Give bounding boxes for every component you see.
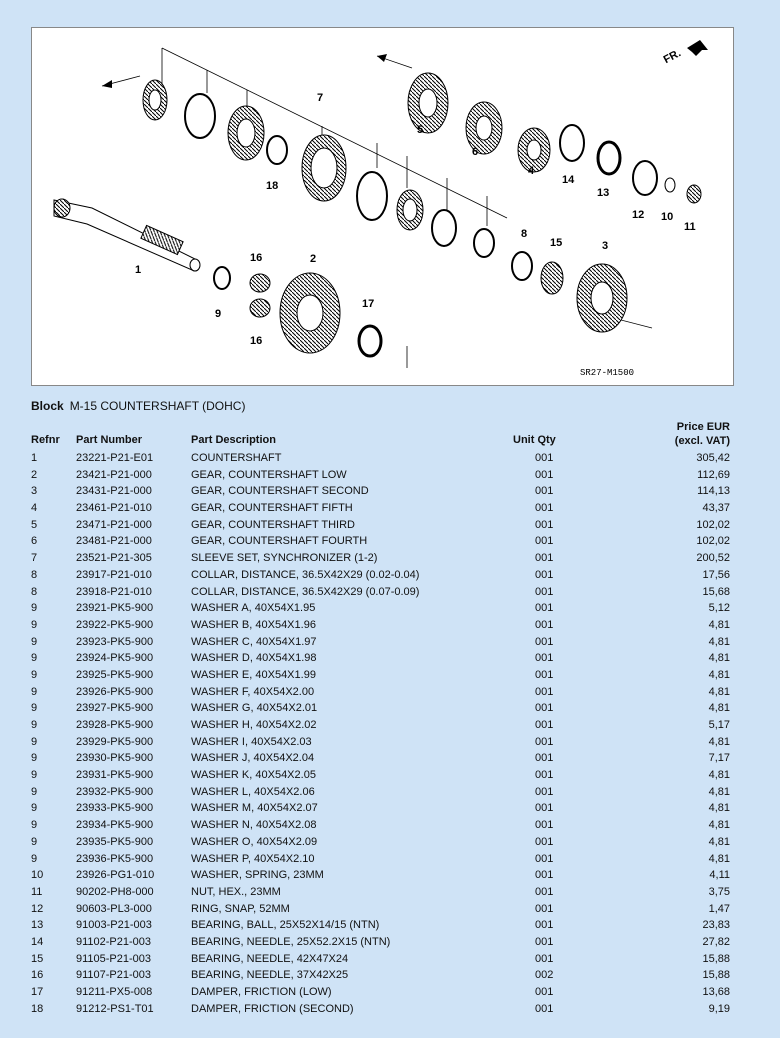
description-cell: COLLAR, DISTANCE, 36.5X42X29 (0.02-0.04) <box>191 568 420 581</box>
refnr-cell: 12 <box>31 902 44 915</box>
col-header-unit-qty: Unit Qty <box>513 434 556 446</box>
description-cell: BEARING, NEEDLE, 42X47X24 <box>191 952 349 965</box>
unit-qty-cell: 001 <box>535 585 554 598</box>
table-row <box>0 801 780 818</box>
unit-qty-cell: 001 <box>535 919 554 932</box>
callout-14: 14 <box>562 174 575 186</box>
part-number-cell: 23921-PK5-900 <box>76 602 154 615</box>
refnr-cell: 8 <box>31 585 38 598</box>
description-cell: WASHER M, 40X54X2.07 <box>191 802 318 815</box>
unit-qty-cell: 001 <box>535 502 554 515</box>
part-number-cell: 23936-PK5-900 <box>76 852 154 865</box>
svg-text:FR.: FR. <box>661 47 683 67</box>
part-number-cell: 23934-PK5-900 <box>76 819 154 832</box>
front-direction-arrow <box>662 40 708 66</box>
price-cell: 305,42 <box>696 452 730 464</box>
unit-qty-cell: 001 <box>535 785 554 798</box>
callout-17: 17 <box>362 298 375 310</box>
table-row <box>0 985 780 1002</box>
refnr-cell: 13 <box>31 919 44 932</box>
unit-qty-cell: 001 <box>535 618 554 631</box>
refnr-cell: 10 <box>31 869 44 882</box>
table-row <box>0 935 780 952</box>
price-cell: 15,88 <box>702 969 730 982</box>
unit-qty-cell: 001 <box>535 952 554 965</box>
callout-13: 13 <box>597 187 610 199</box>
refnr-cell: 3 <box>31 485 38 498</box>
callout-8: 8 <box>521 228 528 240</box>
table-row <box>0 902 780 919</box>
price-cell: 7,17 <box>708 752 730 765</box>
refnr-cell: 9 <box>31 702 38 715</box>
refnr-cell: 2 <box>31 468 38 481</box>
description-cell: SLEEVE SET, SYNCHRONIZER (1-2) <box>191 552 378 565</box>
table-row <box>0 852 780 869</box>
price-cell: 17,56 <box>702 568 730 581</box>
table-row <box>0 785 780 802</box>
unit-qty-cell: 001 <box>535 685 554 698</box>
price-cell: 15,88 <box>702 952 730 965</box>
callout-6: 6 <box>472 146 479 158</box>
col-header-part-number: Part Number <box>76 434 143 446</box>
unit-qty-cell: 001 <box>535 652 554 665</box>
refnr-cell: 9 <box>31 635 38 648</box>
refnr-cell: 9 <box>31 685 38 698</box>
description-cell: GEAR, COUNTERSHAFT THIRD <box>191 518 355 531</box>
description-cell: WASHER H, 40X54X2.02 <box>191 719 317 731</box>
price-cell: 4,81 <box>708 635 730 648</box>
unit-qty-cell: 001 <box>535 735 554 748</box>
table-row <box>0 635 780 652</box>
price-cell: 4,81 <box>708 702 730 715</box>
price-cell: 15,68 <box>702 585 730 598</box>
table-row <box>0 968 780 985</box>
description-cell: DAMPER, FRICTION (LOW) <box>191 986 332 998</box>
refnr-cell: 5 <box>31 518 38 531</box>
unit-qty-cell: 001 <box>535 518 554 531</box>
block-label: Block <box>31 399 64 413</box>
refnr-cell: 9 <box>31 835 38 848</box>
callout-16a: 16 <box>250 252 263 264</box>
unit-qty-cell: 001 <box>535 819 554 832</box>
table-row <box>0 468 780 485</box>
description-cell: WASHER D, 40X54X1.98 <box>191 652 317 665</box>
price-cell: 27,82 <box>702 935 730 948</box>
refnr-cell: 8 <box>31 568 38 581</box>
refnr-cell: 15 <box>31 952 44 965</box>
callout-3: 3 <box>602 240 609 252</box>
part-number-cell: 23929-PK5-900 <box>76 735 154 748</box>
description-cell: NUT, HEX., 23MM <box>191 885 281 898</box>
callout-16b: 16 <box>250 335 263 347</box>
price-cell: 4,81 <box>708 685 730 698</box>
table-row <box>0 618 780 635</box>
table-row <box>0 534 780 551</box>
price-cell: 4,11 <box>709 869 730 882</box>
price-cell: 102,02 <box>696 535 730 548</box>
price-cell: 4,81 <box>708 668 730 681</box>
description-cell: WASHER, SPRING, 23MM <box>191 869 324 882</box>
callout-10: 10 <box>661 211 674 223</box>
description-cell: WASHER C, 40X54X1.97 <box>191 635 317 648</box>
table-row <box>0 952 780 969</box>
refnr-cell: 9 <box>31 802 38 815</box>
part-number-cell: 91102-P21-003 <box>76 935 152 948</box>
description-cell: BEARING, NEEDLE, 37X42X25 <box>191 969 349 982</box>
description-cell: WASHER I, 40X54X2.03 <box>191 735 312 748</box>
part-number-cell: 91003-P21-003 <box>76 919 152 932</box>
price-cell: 43,37 <box>702 502 730 515</box>
parts-table <box>0 451 780 1018</box>
part-number-cell: 23931-PK5-900 <box>76 769 154 782</box>
price-cell: 4,81 <box>708 785 730 798</box>
price-cell: 23,83 <box>702 919 730 932</box>
unit-qty-cell: 001 <box>535 702 554 715</box>
description-cell: COUNTERSHAFT <box>191 452 282 464</box>
table-row <box>0 751 780 768</box>
unit-qty-cell: 001 <box>535 835 554 848</box>
description-cell: WASHER K, 40X54X2.05 <box>191 769 316 782</box>
price-cell: 4,81 <box>708 618 730 631</box>
gears <box>143 73 701 356</box>
part-number-cell: 23932-PK5-900 <box>76 785 154 798</box>
description-cell: BEARING, BALL, 25X52X14/15 (NTN) <box>191 919 380 932</box>
refnr-cell: 9 <box>31 602 38 615</box>
table-row <box>0 818 780 835</box>
table-row <box>0 701 780 718</box>
table-row <box>0 868 780 885</box>
unit-qty-cell: 001 <box>535 468 554 481</box>
refnr-cell: 4 <box>31 502 38 515</box>
price-cell: 4,81 <box>708 769 730 782</box>
description-cell: GEAR, COUNTERSHAFT FOURTH <box>191 535 368 548</box>
part-number-cell: 91107-P21-003 <box>76 969 152 982</box>
part-number-cell: 23481-P21-000 <box>76 535 152 548</box>
refnr-cell: 17 <box>31 986 44 998</box>
block-name: M-15 COUNTERSHAFT (DOHC) <box>69 399 246 413</box>
unit-qty-cell: 001 <box>535 852 554 865</box>
unit-qty-cell: 001 <box>535 869 554 882</box>
price-cell: 13,68 <box>702 986 730 998</box>
description-cell: RING, SNAP, 52MM <box>191 902 290 915</box>
unit-qty-cell: 001 <box>535 769 554 782</box>
refnr-cell: 9 <box>31 752 38 765</box>
refnr-cell: 9 <box>31 785 38 798</box>
part-number-cell: 23926-PG1-010 <box>76 869 155 882</box>
table-row <box>0 585 780 602</box>
unit-qty-cell: 001 <box>535 602 554 615</box>
price-cell: 114,13 <box>697 485 730 498</box>
table-row <box>0 484 780 501</box>
part-number-cell: 23918-P21-010 <box>76 585 152 598</box>
table-row <box>0 651 780 668</box>
refnr-cell: 16 <box>31 969 44 982</box>
part-number-cell: 23431-P21-000 <box>76 485 152 498</box>
description-cell: WASHER F, 40X54X2.00 <box>191 685 315 698</box>
table-row <box>0 501 780 518</box>
refnr-cell: 9 <box>31 735 38 748</box>
table-row <box>0 668 780 685</box>
part-number-cell: 23221-P21-E01 <box>76 452 154 464</box>
unit-qty-cell: 002 <box>535 969 554 982</box>
callout-12: 12 <box>632 209 645 221</box>
price-cell: 4,81 <box>708 802 730 815</box>
price-cell: 4,81 <box>708 852 730 865</box>
table-row <box>0 518 780 535</box>
price-cell: 200,52 <box>696 552 730 565</box>
table-row <box>0 735 780 752</box>
price-cell: 3,75 <box>708 885 730 898</box>
refnr-cell: 18 <box>31 1002 44 1015</box>
part-number-cell: 90603-PL3-000 <box>76 902 152 915</box>
col-header-description: Part Description <box>191 434 276 446</box>
part-number-cell: 23461-P21-010 <box>76 502 152 515</box>
part-number-cell: 23471-P21-000 <box>76 518 152 531</box>
description-cell: WASHER O, 40X54X2.09 <box>191 835 318 848</box>
refnr-cell: 9 <box>31 719 38 731</box>
callout-7: 7 <box>317 92 324 104</box>
part-number-cell: 23922-PK5-900 <box>76 618 154 631</box>
part-number-cell: 23925-PK5-900 <box>76 668 154 681</box>
table-row <box>0 918 780 935</box>
part-number-cell: 23927-PK5-900 <box>76 702 154 715</box>
description-cell: GEAR, COUNTERSHAFT SECOND <box>191 485 369 498</box>
table-row <box>0 768 780 785</box>
price-cell: 1,47 <box>708 902 730 915</box>
part-number-cell: 23928-PK5-900 <box>76 719 154 731</box>
part-number-cell: 23933-PK5-900 <box>76 802 154 815</box>
callout-9: 9 <box>215 308 222 320</box>
callout-11: 11 <box>684 221 696 233</box>
refnr-cell: 6 <box>31 535 38 548</box>
table-row <box>0 718 780 735</box>
price-cell: 4,81 <box>708 819 730 832</box>
unit-qty-cell: 001 <box>535 552 554 565</box>
unit-qty-cell: 001 <box>535 752 554 765</box>
unit-qty-cell: 001 <box>535 802 554 815</box>
price-cell: 5,12 <box>708 602 730 615</box>
refnr-cell: 9 <box>31 819 38 832</box>
description-cell: WASHER G, 40X54X2.01 <box>191 702 318 715</box>
table-row <box>0 551 780 568</box>
callout-15: 15 <box>550 237 563 249</box>
part-number-cell: 23923-PK5-900 <box>76 635 154 648</box>
refnr-cell: 14 <box>31 935 44 948</box>
table-row <box>0 885 780 902</box>
refnr-cell: 7 <box>31 552 38 565</box>
col-header-price <box>675 420 730 448</box>
exploded-parts-diagram <box>31 27 734 386</box>
unit-qty-cell: 001 <box>535 535 554 548</box>
table-row <box>0 568 780 585</box>
description-cell: GEAR, COUNTERSHAFT FIFTH <box>191 502 353 515</box>
block-title <box>31 399 245 413</box>
price-cell: 102,02 <box>696 518 730 531</box>
description-cell: WASHER N, 40X54X2.08 <box>191 819 317 832</box>
unit-qty-cell: 001 <box>535 902 554 915</box>
price-cell: 4,81 <box>708 835 730 848</box>
col-header-refnr: Refnr <box>31 434 60 446</box>
unit-qty-cell: 001 <box>535 452 554 464</box>
callout-2: 2 <box>310 253 317 265</box>
refnr-cell: 9 <box>31 668 38 681</box>
callout-18: 18 <box>266 180 279 192</box>
diagram-drawing <box>32 28 733 385</box>
description-cell: GEAR, COUNTERSHAFT LOW <box>191 468 347 481</box>
col-header-price-line2: (excl. VAT) <box>674 435 730 447</box>
table-row <box>0 601 780 618</box>
refnr-cell: 9 <box>31 852 38 865</box>
table-row <box>0 835 780 852</box>
callout-5: 5 <box>417 124 424 136</box>
unit-qty-cell: 001 <box>535 986 554 998</box>
description-cell: WASHER L, 40X54X2.06 <box>191 785 315 798</box>
part-number-cell: 23930-PK5-900 <box>76 752 154 765</box>
refnr-cell: 9 <box>31 618 38 631</box>
price-cell: 9,19 <box>708 1002 730 1015</box>
description-cell: BEARING, NEEDLE, 25X52.2X15 (NTN) <box>191 935 391 948</box>
callout-4: 4 <box>528 165 535 177</box>
price-cell: 5,17 <box>708 719 730 731</box>
unit-qty-cell: 001 <box>535 885 554 898</box>
part-number-cell: 23917-P21-010 <box>76 568 152 581</box>
part-number-cell: 91212-PS1-T01 <box>76 1002 154 1015</box>
unit-qty-cell: 001 <box>535 719 554 731</box>
part-number-cell: 23926-PK5-900 <box>76 685 154 698</box>
part-number-cell: 23924-PK5-900 <box>76 652 154 665</box>
figure-code: SR27-M1500 <box>580 368 635 378</box>
table-row <box>0 1002 780 1019</box>
unit-qty-cell: 001 <box>535 635 554 648</box>
description-cell: WASHER B, 40X54X1.96 <box>191 618 316 631</box>
description-cell: WASHER J, 40X54X2.04 <box>191 752 315 765</box>
refnr-cell: 11 <box>31 885 43 898</box>
description-cell: COLLAR, DISTANCE, 36.5X42X29 (0.07-0.09) <box>191 585 420 598</box>
part-number-cell: 91105-P21-003 <box>76 952 152 965</box>
part-number-cell: 90202-PH8-000 <box>76 885 154 898</box>
description-cell: WASHER P, 40X54X2.10 <box>191 852 315 865</box>
countershaft-drawing <box>54 199 200 271</box>
price-cell: 4,81 <box>708 735 730 748</box>
unit-qty-cell: 001 <box>535 485 554 498</box>
unit-qty-cell: 001 <box>535 935 554 948</box>
refnr-cell: 1 <box>31 452 38 464</box>
price-cell: 112,69 <box>697 468 730 481</box>
part-number-cell: 23935-PK5-900 <box>76 835 154 848</box>
unit-qty-cell: 001 <box>535 1002 554 1015</box>
callout-1: 1 <box>135 264 142 276</box>
description-cell: DAMPER, FRICTION (SECOND) <box>191 1002 354 1015</box>
table-row <box>0 451 780 468</box>
description-cell: WASHER A, 40X54X1.95 <box>191 602 316 615</box>
part-number-cell: 23521-P21-305 <box>76 552 152 565</box>
description-cell: WASHER E, 40X54X1.99 <box>191 668 316 681</box>
part-number-cell: 91211-PX5-008 <box>76 986 153 998</box>
part-number-cell: 23421-P21-000 <box>76 468 152 481</box>
refnr-cell: 9 <box>31 652 38 665</box>
unit-qty-cell: 001 <box>535 568 554 581</box>
col-header-price-line1: Price EUR <box>676 421 730 433</box>
unit-qty-cell: 001 <box>535 668 554 681</box>
price-cell: 4,81 <box>708 652 730 665</box>
table-row <box>0 685 780 702</box>
refnr-cell: 9 <box>31 769 38 782</box>
callout-numbers <box>135 92 696 378</box>
